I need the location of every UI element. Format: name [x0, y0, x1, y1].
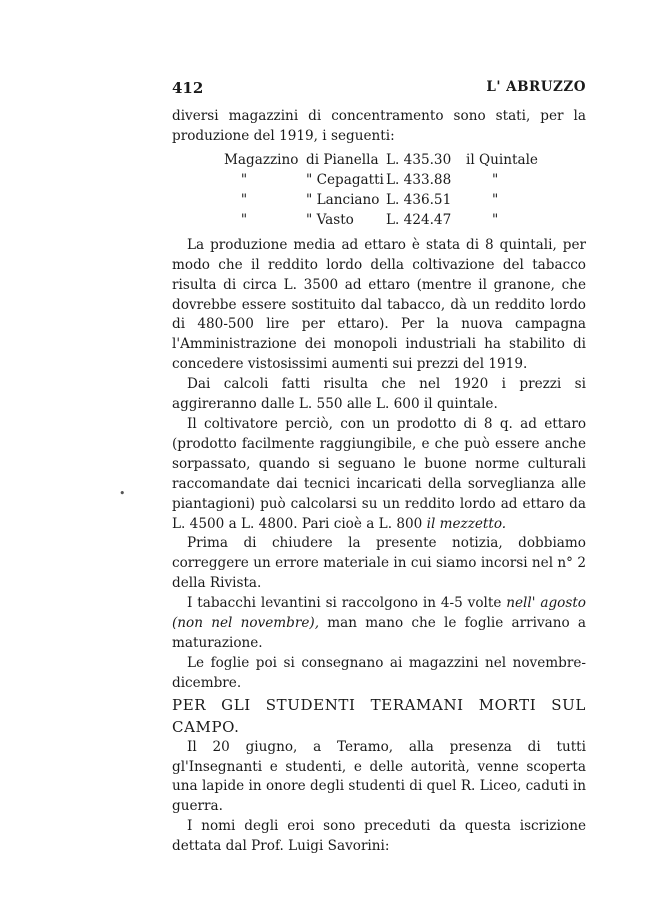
price-table-row [224, 151, 564, 171]
price-unit: il Quintale [466, 151, 538, 168]
ditto-mark: " [240, 191, 248, 208]
price-table-row [224, 171, 564, 191]
warehouse-location: " Vasto [306, 211, 354, 228]
margin-speck: • [119, 487, 126, 500]
warehouse-location: di Pianella [306, 151, 379, 168]
paragraph-leaves: Le foglie poi si consegnano ai magazzini nel novembre-dicembre. [172, 654, 586, 691]
running-header [172, 79, 586, 101]
price-table [224, 151, 564, 231]
section-title: PER GLI STUDENTI TERAMANI MORTI SUL CAMPO. [172, 695, 586, 736]
warehouse-label: Magazzino [224, 151, 299, 168]
warehouse-location: " Cepagatti [306, 171, 384, 188]
paragraph-intro: diversi magazzini di concentramento sono stati, per la produzione del 1919, i seguenti: [172, 108, 586, 144]
price-table-row [224, 211, 564, 231]
warehouse-price: L. 424.47 [386, 211, 452, 228]
paragraph-production: La produzione media ad ettaro è stata di 8 quintali, per modo che il reddito lordo della coltivazione del tabacco risulta di circa L. 3500 ad ettaro (mentre il granone, che dovrebbe essere sostituito dal tabacco, dà un reddito lordo di 480-500 lire per ettaro). Per la nuova campagna l'Amministrazione dei monopoli industriali ha stabilito di concedere vistosissimi aumenti sui prezzi del 1919. [172, 236, 586, 373]
cultivator-text: Il coltivatore perciò, con un prodotto di 8 q. ad ettaro (prodotto facilmente raggiungibile, e che può essere anche sorpassato, quando si seguano le buone norme culturali raccomandate dai tecnici incaricati della sorveglianza alle piantagioni) può calcolarsi su un reddito lordo ad ettaro da L. 4500 a L. 4800. Pari cioè a L. 800 [172, 415, 586, 532]
page-body [172, 107, 586, 857]
ditto-mark: " [492, 191, 499, 208]
ditto-mark: " [492, 171, 499, 188]
warehouse-location: " Lanciano [306, 191, 380, 208]
cultivator-italic: il mezzetto. [426, 515, 507, 532]
warehouse-price: L. 433.88 [386, 171, 452, 188]
ditto-mark: " [240, 211, 248, 228]
paragraph-correction: Prima di chiudere la presente notizia, dobbiamo correggere un errore materiale in cui siamo incorsi nel n° 2 della Rivista. [172, 535, 586, 592]
levantine-italic: nell' agosto (non nel novembre), [172, 595, 586, 632]
paragraph-levantine [172, 594, 586, 654]
paragraph-cultivator [172, 415, 586, 534]
warehouse-price: L. 436.51 [386, 191, 452, 208]
running-title: L' ABRUZZO [486, 79, 586, 95]
ditto-mark: " [492, 211, 499, 228]
paragraph-prices-1920: Dai calcoli fatti risulta che nel 1920 i prezzi si aggireranno dalle L. 550 alle L. 600 il quintale. [172, 376, 586, 413]
paragraph-inscription-intro: I nomi degli eroi sono preceduti da questa iscrizione dettata dal Prof. Luigi Savorini: [172, 818, 586, 855]
paragraph-teramo: Il 20 giugno, a Teramo, alla presenza di tutti gl'Insegnanti e studenti, e delle autorità, venne scoperta una lapide in onore degli studenti di quel R. Liceo, caduti in guerra. [172, 738, 586, 815]
levantine-text-a: I tabacchi levantini si raccolgono in 4-5 volte [187, 595, 507, 612]
ditto-mark: " [240, 171, 248, 188]
warehouse-price: L. 435.30 [386, 151, 452, 168]
price-table-row [224, 191, 564, 211]
levantine-text-c: man mano che le foglie arrivano a maturazione. [172, 615, 586, 651]
page-number: 412 [172, 79, 204, 97]
